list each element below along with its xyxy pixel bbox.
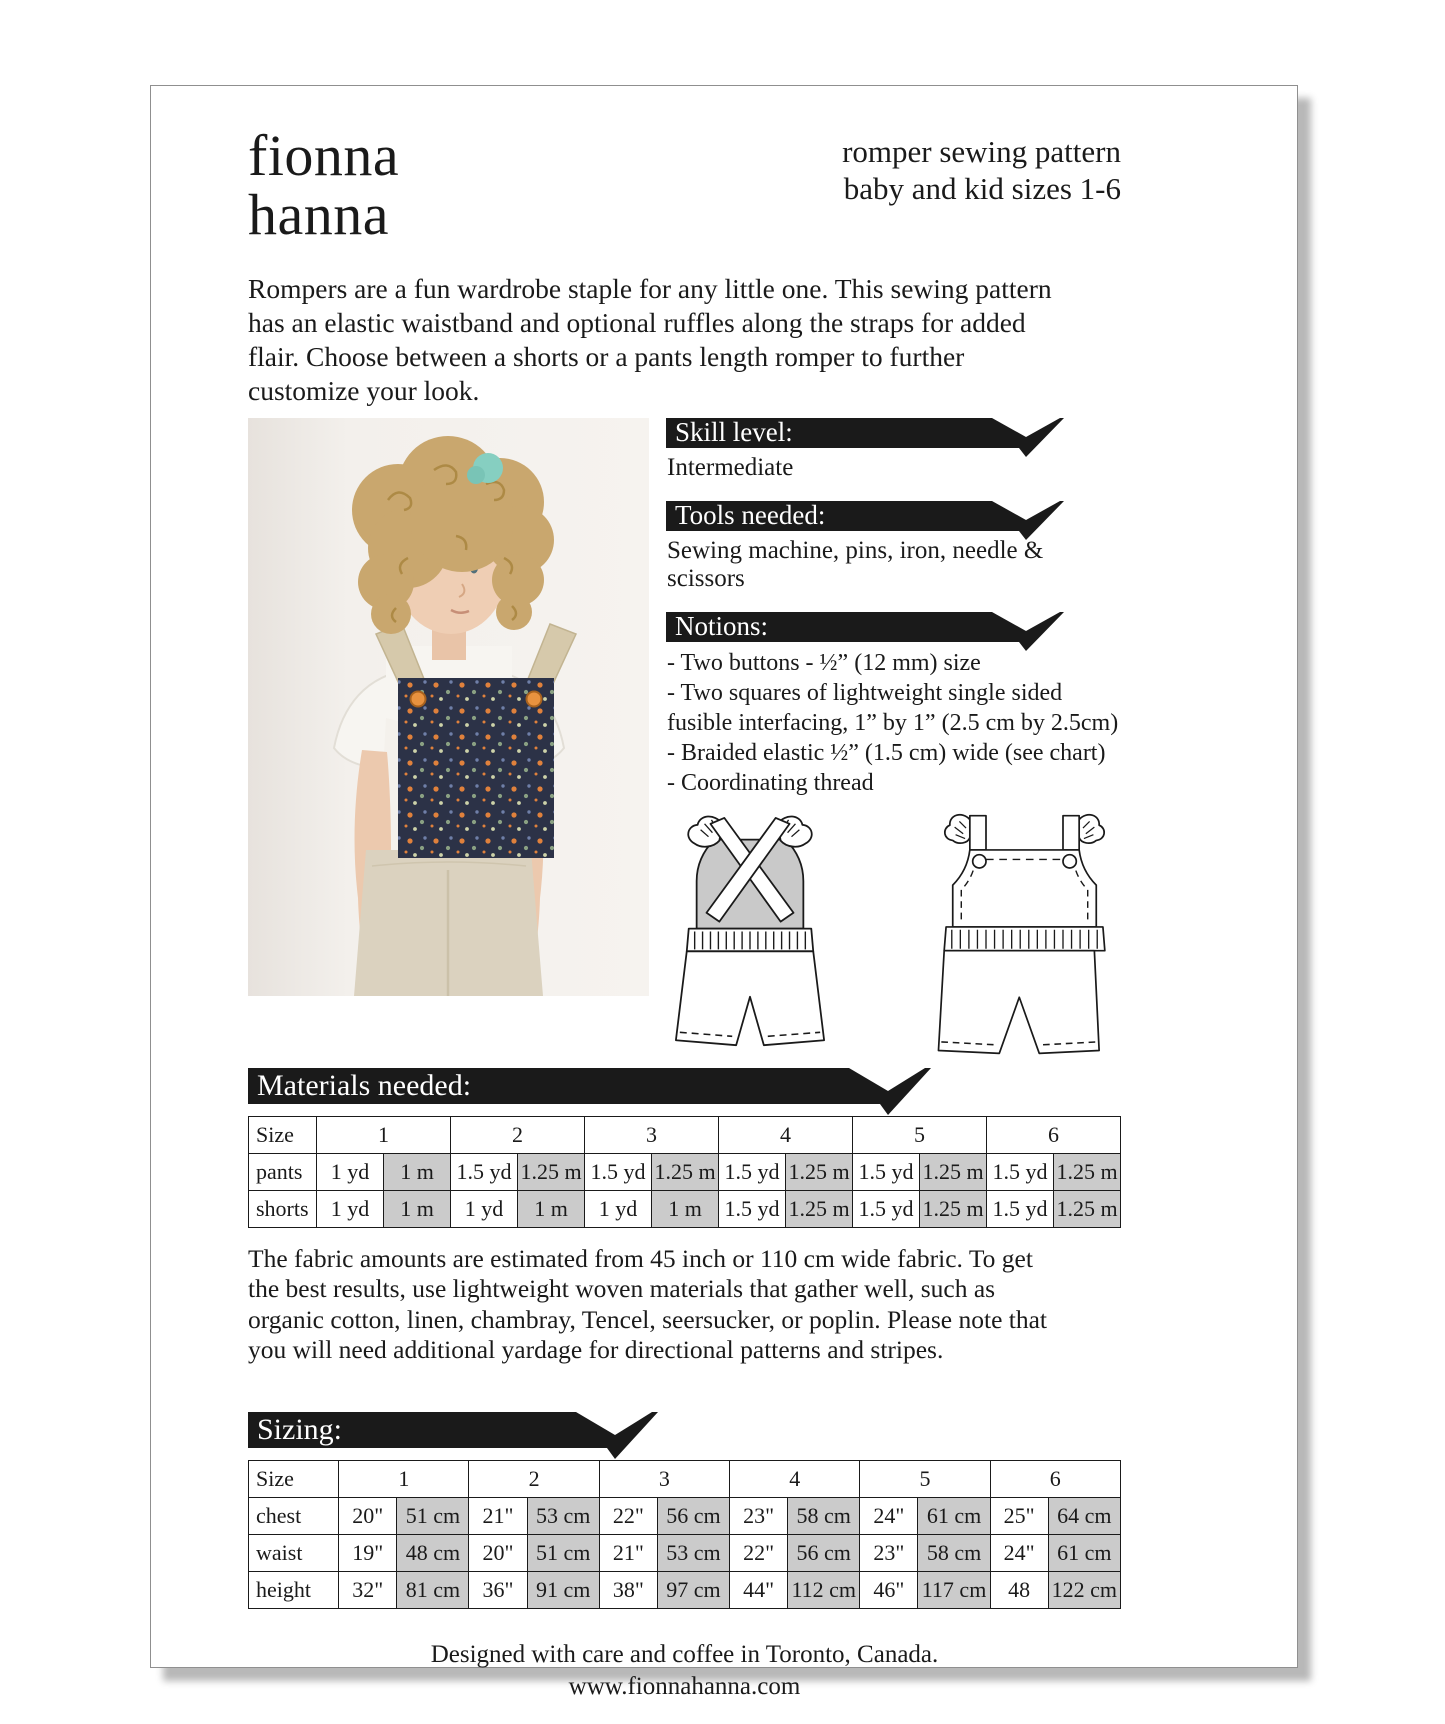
imperial-cell: 1.5 yd: [853, 1190, 920, 1227]
metric-cell: 51 cm: [527, 1534, 599, 1571]
imperial-cell: 48: [990, 1571, 1048, 1608]
skill-level-label: Skill level:: [675, 416, 793, 447]
metric-cell: 1 m: [384, 1153, 451, 1190]
notion-item: - Two squares of lightweight single sided fusible interfacing, 1” by 1” (2.5 cm by 2.5cm): [667, 679, 1119, 736]
size-header-cell: 6: [987, 1116, 1121, 1153]
sizing-banner: [248, 1412, 1121, 1448]
romper-front-view-drawing: [932, 810, 1117, 1060]
table-row: [249, 1534, 1121, 1571]
notions-label: Notions:: [675, 610, 769, 641]
metric-cell: 1 m: [652, 1190, 719, 1227]
table-row: [249, 1190, 1121, 1227]
notion-item: - Coordinating thread: [667, 769, 874, 796]
metric-cell: 1.25 m: [1054, 1153, 1121, 1190]
imperial-cell: 25": [990, 1497, 1048, 1534]
skill-level-value: Intermediate: [667, 453, 794, 481]
metric-cell: 97 cm: [657, 1571, 729, 1608]
size-header-cell: 6: [990, 1460, 1120, 1497]
page-content: [248, 86, 1121, 1704]
size-header-cell: 5: [860, 1460, 990, 1497]
title-line2: baby and kid sizes 1-6: [843, 170, 1121, 206]
imperial-cell: 20": [469, 1534, 527, 1571]
materials-table: [248, 1116, 1121, 1228]
imperial-cell: 1.5 yd: [585, 1153, 652, 1190]
metric-cell: 58 cm: [788, 1497, 860, 1534]
imperial-cell: 46": [860, 1571, 918, 1608]
metric-cell: 1 m: [384, 1190, 451, 1227]
imperial-cell: 24": [860, 1497, 918, 1534]
notions-list: [667, 648, 1129, 798]
pattern-page: [150, 85, 1298, 1701]
imperial-cell: 1.5 yd: [719, 1190, 786, 1227]
imperial-cell: 1.5 yd: [451, 1153, 518, 1190]
row-label-cell: pants: [249, 1153, 317, 1190]
metric-cell: 64 cm: [1048, 1497, 1120, 1534]
masthead: [248, 123, 1121, 248]
romper-line-drawings: [660, 810, 1121, 1060]
metric-cell: 48 cm: [397, 1534, 469, 1571]
metric-cell: 61 cm: [918, 1497, 990, 1534]
metric-cell: 56 cm: [657, 1497, 729, 1534]
size-header-cell: 1: [339, 1460, 469, 1497]
size-header-cell: 4: [730, 1460, 860, 1497]
imperial-cell: 38": [599, 1571, 657, 1608]
metric-cell: 1.25 m: [786, 1190, 853, 1227]
brand-logo: [248, 123, 400, 248]
row-label-cell: shorts: [249, 1190, 317, 1227]
imperial-cell: 23": [730, 1497, 788, 1534]
table-header-row: [249, 1460, 1121, 1497]
imperial-cell: 36": [469, 1571, 527, 1608]
metric-cell: 51 cm: [397, 1497, 469, 1534]
brand-line2: hanna: [248, 182, 389, 248]
tools-needed-label: Tools needed:: [675, 499, 826, 530]
materials-needed-banner: [248, 1068, 1121, 1104]
row-label-cell: chest: [249, 1497, 339, 1534]
table-row: [249, 1497, 1121, 1534]
table-row: [249, 1571, 1121, 1608]
metric-cell: 112 cm: [788, 1571, 860, 1608]
metric-cell: 122 cm: [1048, 1571, 1120, 1608]
imperial-cell: 24": [990, 1534, 1048, 1571]
imperial-cell: 21": [469, 1497, 527, 1534]
metric-cell: 1.25 m: [1054, 1190, 1121, 1227]
imperial-cell: 22": [730, 1534, 788, 1571]
metric-cell: 53 cm: [527, 1497, 599, 1534]
metric-cell: 1.25 m: [518, 1153, 585, 1190]
size-header-cell: 3: [585, 1116, 719, 1153]
imperial-cell: 19": [339, 1534, 397, 1571]
table-row: [249, 1153, 1121, 1190]
imperial-cell: 1 yd: [317, 1190, 384, 1227]
details-column: [666, 418, 1121, 996]
size-corner-cell: Size: [249, 1116, 317, 1153]
imperial-cell: 1 yd: [451, 1190, 518, 1227]
imperial-cell: 20": [339, 1497, 397, 1534]
table-header-row: [249, 1116, 1121, 1153]
notion-item: - Two buttons - ½” (12 mm) size: [667, 649, 981, 676]
size-header-cell: 2: [469, 1460, 599, 1497]
size-corner-cell: Size: [249, 1460, 339, 1497]
metric-cell: 1.25 m: [920, 1153, 987, 1190]
row-label-cell: waist: [249, 1534, 339, 1571]
metric-cell: 58 cm: [918, 1534, 990, 1571]
imperial-cell: 1.5 yd: [987, 1190, 1054, 1227]
size-header-cell: 4: [719, 1116, 853, 1153]
metric-cell: 53 cm: [657, 1534, 729, 1571]
imperial-cell: 32": [339, 1571, 397, 1608]
metric-cell: 91 cm: [527, 1571, 599, 1608]
metric-cell: 117 cm: [918, 1571, 990, 1608]
photo-child-wearing-romper: [248, 418, 649, 996]
sizing-label: Sizing:: [257, 1412, 343, 1446]
tools-needed-banner: [666, 501, 1121, 531]
size-header-cell: 3: [599, 1460, 729, 1497]
imperial-cell: 1.5 yd: [987, 1153, 1054, 1190]
metric-cell: 1.25 m: [652, 1153, 719, 1190]
brand-line1: fionna: [248, 123, 400, 188]
imperial-cell: 44": [730, 1571, 788, 1608]
website-link[interactable]: www.fionnahanna.com: [568, 1673, 801, 1701]
metric-cell: 1.25 m: [786, 1153, 853, 1190]
imperial-cell: 1 yd: [585, 1190, 652, 1227]
sizing-table: [248, 1460, 1121, 1609]
intro-paragraph: Rompers are a fun wardrobe staple for any little one. This sewing pattern has an elastic waistband and optional ruffles along the straps for added flair. Choose between a shorts or a pants length romper to further customize your look.: [248, 273, 1052, 406]
row-label-cell: height: [249, 1571, 339, 1608]
imperial-cell: 1.5 yd: [719, 1153, 786, 1190]
title-line1: romper sewing pattern: [842, 134, 1121, 169]
romper-back-view-drawing: [660, 810, 840, 1060]
imperial-cell: 1 yd: [317, 1153, 384, 1190]
page-title: [842, 134, 1121, 244]
footer: [248, 1639, 1121, 1704]
fabric-note-paragraph: The fabric amounts are estimated from 45 inch or 110 cm wide fabric. To get the best results, use lightweight woven materials that gather well, such as organic cotton, linen, chambray, Tencel, seersucker, or poplin. Please note that you will need additional yardage for directional patterns and stripes.: [248, 1243, 1048, 1365]
imperial-cell: 1.5 yd: [853, 1153, 920, 1190]
metric-cell: 1.25 m: [920, 1190, 987, 1227]
photo-and-details: [248, 418, 1121, 996]
materials-needed-label: Materials needed:: [257, 1068, 472, 1102]
size-header-cell: 2: [451, 1116, 585, 1153]
tools-needed-value: Sewing machine, pins, iron, needle & scissors: [667, 536, 1044, 592]
metric-cell: 61 cm: [1048, 1534, 1120, 1571]
size-header-cell: 5: [853, 1116, 987, 1153]
imperial-cell: 22": [599, 1497, 657, 1534]
imperial-cell: 23": [860, 1534, 918, 1571]
metric-cell: 56 cm: [788, 1534, 860, 1571]
metric-cell: 1 m: [518, 1190, 585, 1227]
size-header-cell: 1: [317, 1116, 451, 1153]
skill-level-banner: [666, 418, 1121, 448]
notions-banner: [666, 612, 1121, 642]
notion-item: - Braided elastic ½” (1.5 cm) wide (see chart): [667, 739, 1106, 766]
footer-tagline: Designed with care and coffee in Toronto, Canada.: [430, 1640, 939, 1668]
metric-cell: 81 cm: [397, 1571, 469, 1608]
imperial-cell: 21": [599, 1534, 657, 1571]
